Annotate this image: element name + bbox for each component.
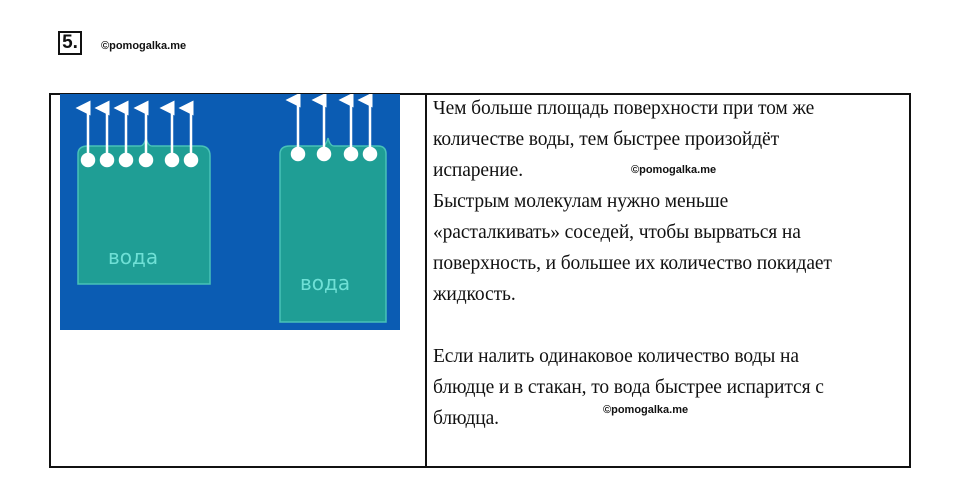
text-line: Если налить одинаковое количество воды на — [433, 346, 799, 367]
molecule-icon — [140, 154, 152, 166]
evaporation-diagram — [60, 94, 400, 330]
text-line: количестве воды, тем быстрее произойдёт — [433, 129, 780, 150]
evaporation-figure — [60, 94, 400, 330]
molecule-icon — [101, 154, 113, 166]
right-water-label: вода — [300, 271, 351, 295]
paragraph-gap — [433, 310, 903, 341]
molecule-icon — [318, 148, 330, 160]
explanation-text — [433, 93, 903, 434]
text-line: блюдце и в стакан, то вода быстрее испарится с — [433, 377, 824, 398]
molecule-icon — [345, 148, 357, 160]
text-line: испарение. — [433, 160, 523, 181]
task-number: 5. — [58, 31, 82, 55]
left-water-label: вода — [108, 245, 159, 269]
text-line: Чем больше площадь поверхности при том же — [433, 98, 815, 119]
molecule-icon — [292, 148, 304, 160]
table-divider — [425, 95, 427, 466]
text-line: «расталкивать» соседей, чтобы вырваться на — [433, 222, 801, 243]
molecule-icon — [82, 154, 94, 166]
watermark-mid: ©pomogalka.me — [631, 164, 717, 176]
molecule-icon — [120, 154, 132, 166]
text-line: блюдца. — [433, 408, 499, 429]
watermark-top: ©pomogalka.me — [101, 40, 187, 52]
molecule-icon — [364, 148, 376, 160]
molecule-icon — [185, 154, 197, 166]
text-line: жидкость. — [433, 284, 516, 305]
text-line: поверхность, и большее их количество покидает — [433, 253, 832, 274]
text-line: Быстрым молекулам нужно меньше — [433, 191, 729, 212]
molecule-icon — [166, 154, 178, 166]
watermark-bottom: ©pomogalka.me — [603, 404, 689, 416]
